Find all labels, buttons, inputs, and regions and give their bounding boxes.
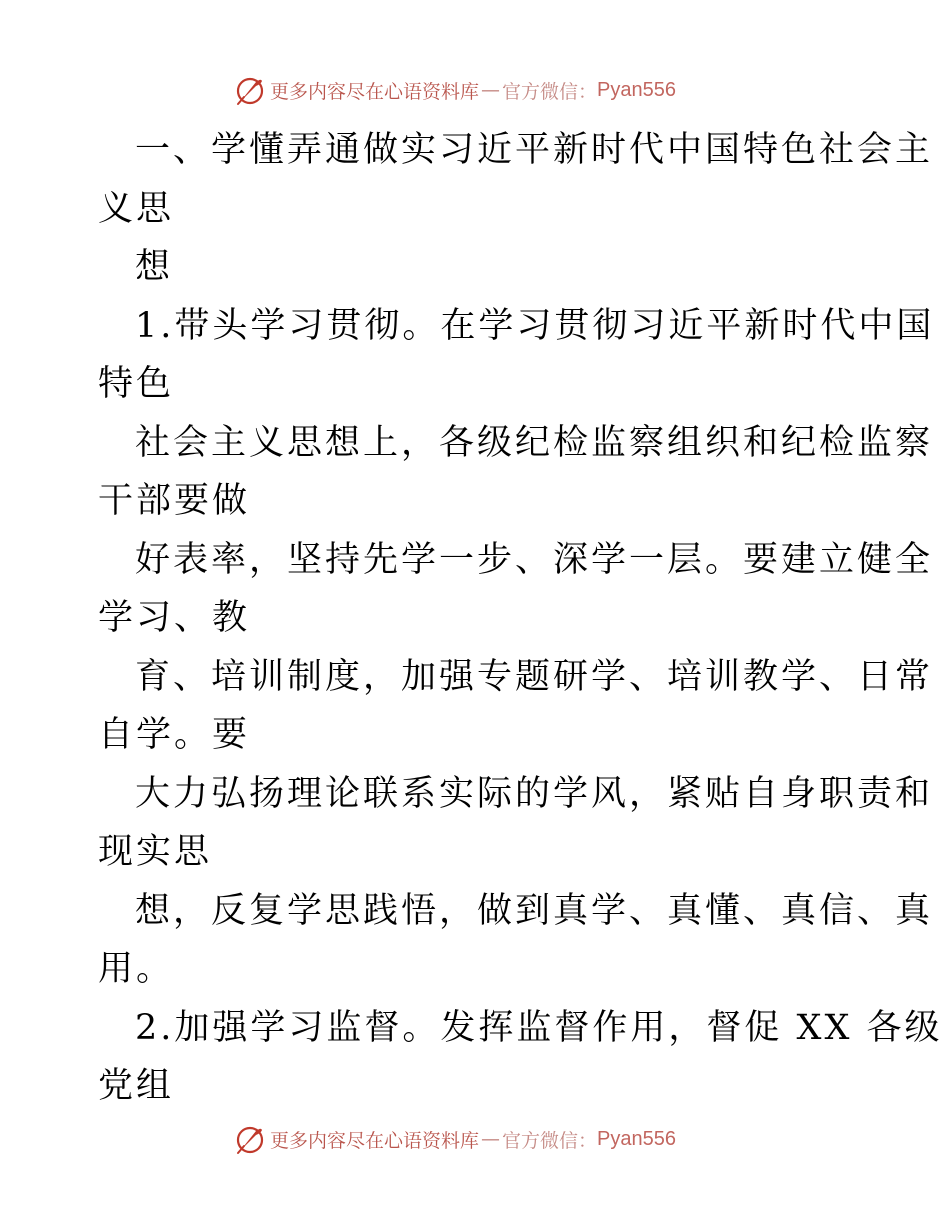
text-line: 想 — [135, 247, 174, 287]
document-body — [98, 121, 943, 1116]
text-line: 大力弘扬理论联系实际的学风，紧贴自身职责和 — [135, 773, 934, 814]
text-line: 义思 — [98, 188, 175, 229]
text-line: 学习、教 — [98, 598, 251, 638]
quill-pen-logo-icon — [234, 74, 266, 106]
text-line: 2.加强学习监督。发挥监督作用，督促 XX 各级 — [135, 1007, 943, 1048]
text-line: 用。 — [98, 949, 175, 989]
footer-contact-handle: Pyan556 — [597, 1127, 676, 1150]
text-line: 一、学懂弄通做实习近平新时代中国特色社会主 — [135, 130, 934, 170]
footer-banner — [234, 1122, 676, 1156]
text-line: 1.带头学习贯彻。在学习贯彻习近平新时代中国 — [135, 305, 935, 346]
header-contact-label: 官方微信： — [502, 80, 598, 103]
footer-banner-dash: — — [481, 1128, 501, 1150]
quill-pen-logo-icon — [234, 1123, 266, 1155]
text-line: 好表率，坚持先学一步、深学一层。要建立健全 — [135, 539, 934, 580]
header-banner — [234, 73, 676, 107]
header-banner-dash: — — [481, 79, 501, 101]
text-line: 社会主义思想上，各级纪检监察组织和纪检监察 — [135, 422, 934, 463]
text-line: 特色 — [98, 364, 175, 404]
text-line: 育、培训制度，加强专题研学、培训教学、日常 — [135, 656, 934, 697]
text-line: 党组 — [98, 1066, 175, 1106]
text-line: 干部要做 — [98, 481, 251, 521]
text-line: 现实思 — [98, 832, 213, 872]
footer-contact-label: 官方微信： — [502, 1129, 598, 1152]
header-contact-handle: Pyan556 — [597, 78, 676, 101]
footer-banner-text: 更多内容尽在心语资料库 — [270, 1129, 480, 1152]
header-banner-text: 更多内容尽在心语资料库 — [270, 80, 480, 103]
text-line: 想，反复学思践悟，做到真学、真懂、真信、真 — [135, 890, 934, 931]
text-line: 自学。要 — [98, 715, 251, 755]
